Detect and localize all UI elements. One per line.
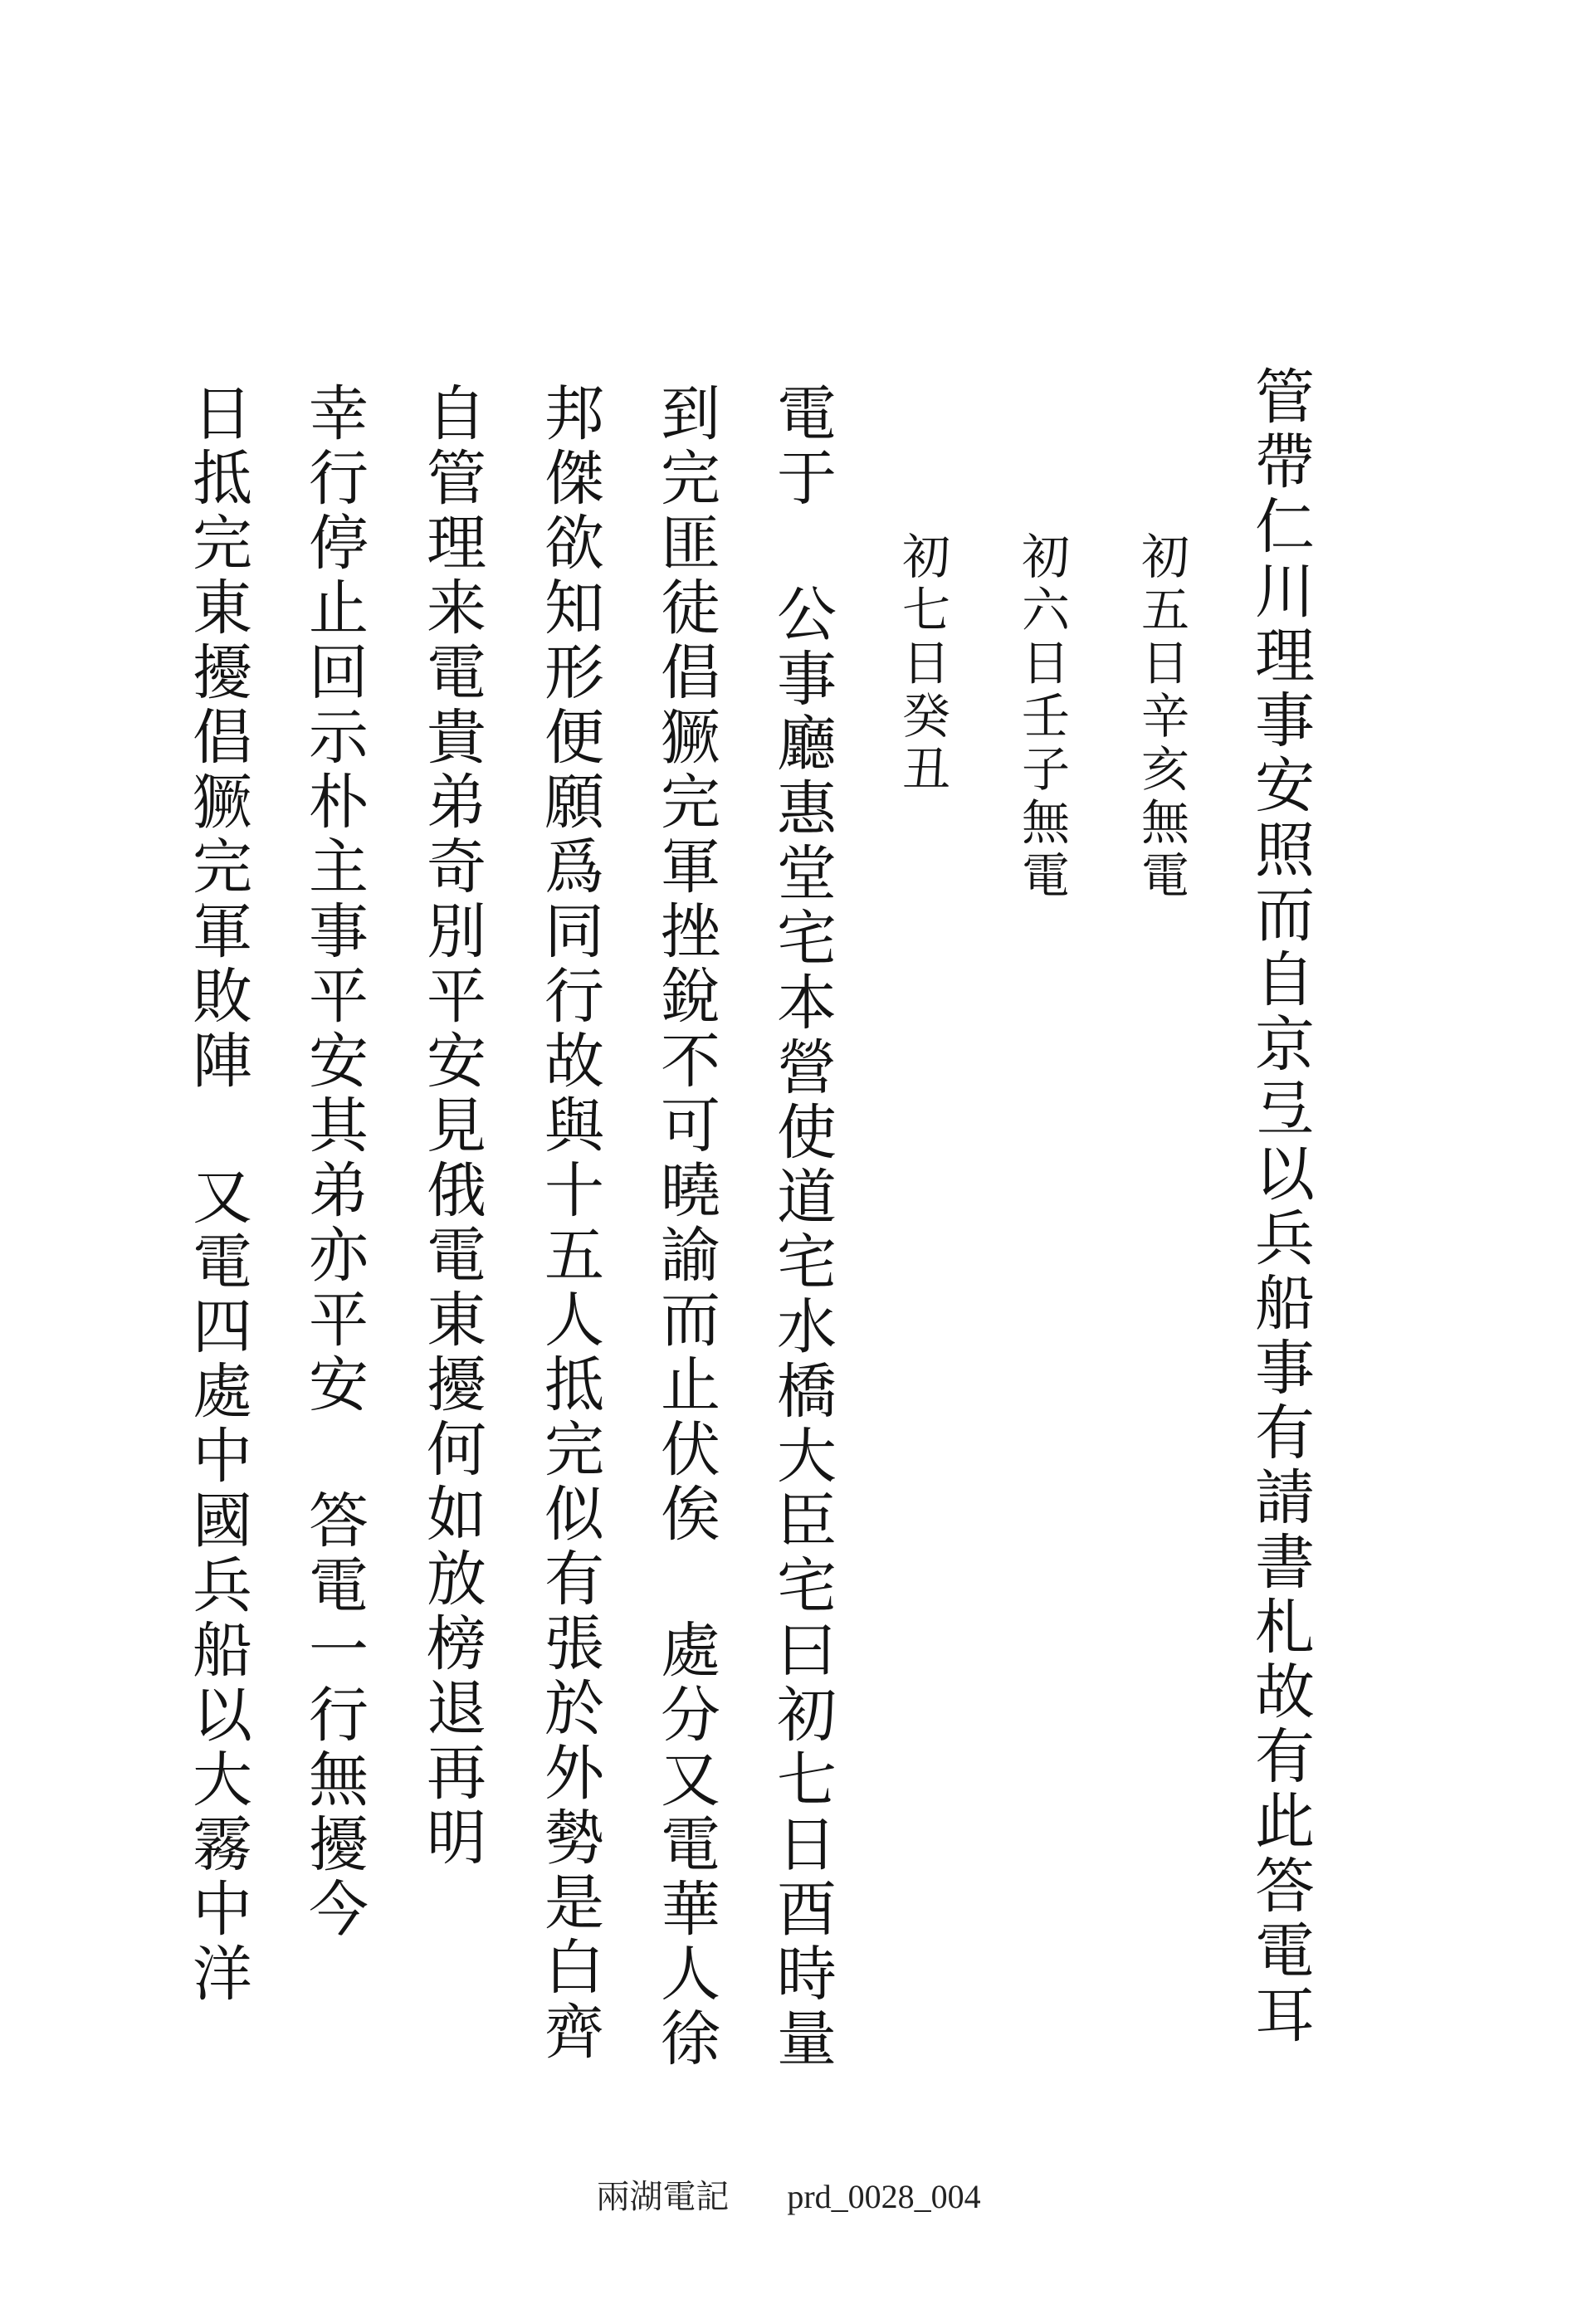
footer-title: 兩湖電記	[596, 2178, 730, 2215]
page-footer	[0, 2170, 1577, 2218]
text-column-3: 初六日壬子無電	[1013, 531, 1070, 903]
text-column-4: 初七日癸丑	[894, 531, 950, 797]
text-column-8: 自管理来電貴弟奇別平安見俄電東擾何如放榜退再明	[417, 382, 486, 1871]
text-column-9	[299, 382, 369, 1942]
text-column-7: 邦傑欲知形便願爲同行故與十五人抵完似有張於外勢是白齊	[535, 382, 604, 2065]
text-column-1: 管帶仁川理事安照而自京弖以兵船事有請書札故有此答電耳	[1245, 365, 1315, 2048]
text-column-5	[767, 382, 837, 2072]
footer-code: prd_0028_004	[787, 2178, 981, 2215]
text-column-2: 初五日辛亥無電	[1133, 531, 1189, 903]
text-column-10-b: 又電四處中國兵船以大霧中洋	[183, 1165, 252, 2007]
text-column-6-b: 處分又電華人徐	[651, 1618, 720, 2072]
text-column-5-head: 電于	[767, 382, 837, 511]
text-column-5-body: 公事廳惠堂宅本營使道宅水橋大臣宅曰初七日酉時量	[767, 583, 837, 2072]
text-column-6-a: 到完匪徒倡獗完軍挫銳不可曉諭而止伏俟	[651, 382, 720, 1547]
text-column-10	[183, 382, 252, 2007]
text-column-10-a: 日抵完東擾倡獗完軍敗陣	[183, 382, 252, 1094]
text-column-9-a: 幸行停止回示朴主事平安其弟亦平安	[299, 382, 369, 1418]
text-column-6	[651, 382, 720, 2072]
text-column-9-b: 答電一行無擾今	[299, 1489, 369, 1942]
